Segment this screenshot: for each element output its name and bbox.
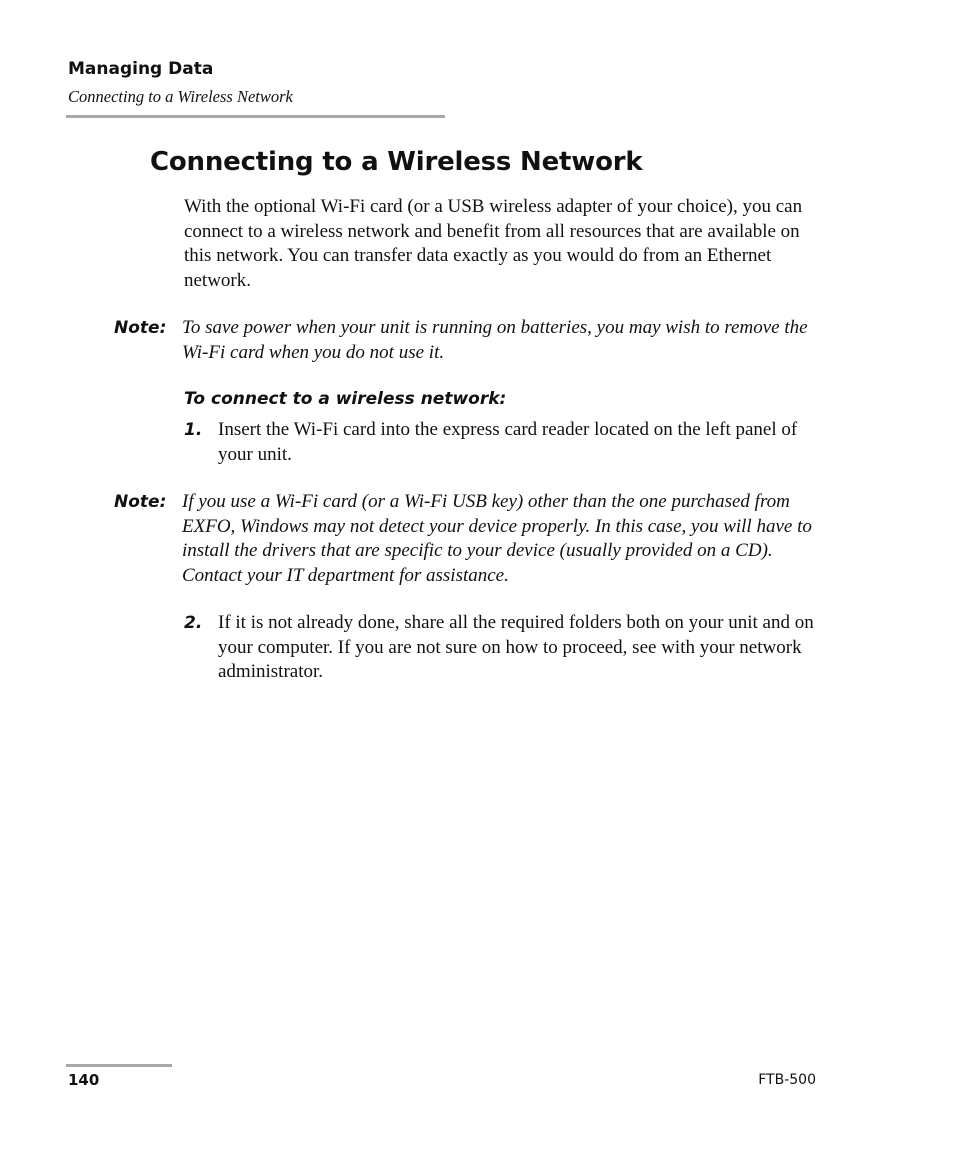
running-header-section: Managing Data [68, 59, 214, 79]
intro-paragraph: With the optional Wi-Fi card (or a USB wireless adapter of your choice), you can connect to a wireless network and benefit from all resources that are available on this network. You can transfer data exactly as you would do from an Ethernet network. [184, 196, 803, 291]
note-label: Note: [114, 492, 167, 512]
step-number: 2. [184, 613, 203, 633]
note-label: Note: [114, 318, 167, 338]
step-number: 1. [184, 420, 203, 440]
note-text: To save power when your unit is running on batteries, you may wish to remove the Wi-Fi card when you do not use it. [182, 317, 808, 363]
procedure-heading: To connect to a wireless network: [184, 389, 507, 409]
page-title: Connecting to a Wireless Network [150, 147, 643, 177]
note-text: If you use a Wi-Fi card (or a Wi-Fi USB key) other than the one purchased from EXFO, Windows may not detect your device properly. In this case, you will have to install the drivers that are specific to your device (usually provided on a CD). Contact your IT department for assistance. [182, 491, 812, 586]
running-header-subsection: Connecting to a Wireless Network [68, 87, 293, 106]
product-name: FTB-500 [758, 1072, 816, 1088]
page-number: 140 [68, 1071, 100, 1089]
step-text: Insert the Wi-Fi card into the express card reader located on the left panel of your unit. [218, 419, 798, 465]
header-divider [66, 115, 445, 118]
step-text: If it is not already done, share all the required folders both on your unit and on your computer. If you are not sure on how to proceed, see with your network administrator. [218, 612, 814, 682]
footer-divider [66, 1064, 172, 1067]
